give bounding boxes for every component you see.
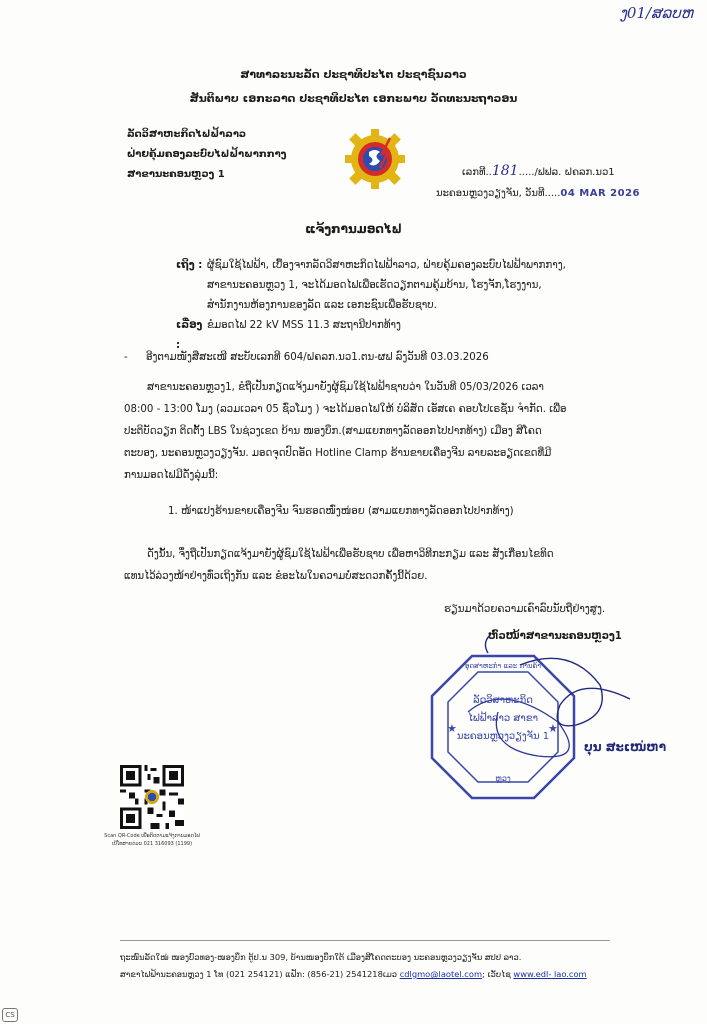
recipient-label: ເຖິງ :	[176, 260, 203, 271]
handwritten-reference: ງ01/ສລບຫ	[619, 4, 693, 22]
handwritten-signature	[480, 625, 680, 745]
header-line-2: ສັນຕິພາບ ເອກະລາດ ປະຊາທິປະໄຕ ເອກະພາບ ວັດທະນະຖາວອນ	[189, 92, 518, 105]
org-line-3: ສາຂານະຄອນຫຼວງ 1	[127, 169, 225, 180]
qr-caption-line-1: Scan QR-Code ເພື່ອຕິດຕາມແຈ້ງການມອດໄຟ	[104, 833, 200, 839]
body-line-2: 08:00 - 13:00 ໂມງ (ລວມເວລາ 05 ຊົ່ວໂມງ ) ຈະໄດ້ມອດໄຟໃຫ້ ບໍລິສັດ ເອັສເຄ ຄອບໂປເຣຊັ່ນ ຈໍາກັດ. ເພື່ອ	[124, 404, 567, 415]
org-line-2: ຝ່າຍຄຸ້ມຄອງລະບົບໄຟຟ້າພາກກາງ	[127, 149, 287, 160]
edl-logo-icon	[344, 128, 406, 190]
footer-email-link[interactable]: cdlgmo@laotel.com	[399, 969, 483, 979]
place-and-date: ນະຄອນຫຼວງວຽງຈັນ, ວັນທີ.....04 MAR 2026	[436, 188, 641, 199]
header-line-1: ສາທາລະນະລັດ ປະຊາທິປະໄຕ ປະຊາຊົນລາວ	[240, 68, 467, 81]
stamp-line-2: ໄຟຟ້າລາວ ສາຂາ	[467, 713, 539, 724]
svg-text:★: ★	[548, 722, 558, 735]
organization-block	[127, 125, 286, 185]
recipient-line-1: ຜູ້ຊົມໃຊ້ໄຟຟ້າ, ເບື້ອງຈາກລັດວິສາຫະກິດໄຟຟ້າລາວ, ຝ່າຍຄຸ້ມຄອງລະບົບໄຟຟ້າພາກກາງ,	[207, 260, 566, 271]
closing-line-2: ແທນໄວ້ລ່ວງໜ້າຢ່າງທົ່ວເຖິງກັນ ແລະ ຂໍອະໄພໃນຄວາມບໍ່ສະດວກຄັ້ງນີ້ດ້ວຍ.	[124, 571, 428, 582]
stamp-line-3: ນະຄອນຫຼວງວຽງຈັນ 1	[456, 731, 550, 742]
signatory-title: ຫົວໜ້າສາຂານະຄອນຫຼວງ1	[488, 631, 622, 642]
subject-text: ຂໍມອດໄຟ 22 kV MSS 11.3 ສະຖານີປາກທ້າງ	[207, 320, 401, 331]
footer-divider	[120, 940, 610, 941]
body-line-4: ຕະບອງ, ນະຄອນຫຼວງວຽງຈັນ. ມອດຈຸດປົດອັດ Hotline Clamp ຮ້ານຂາຍເຄື່ອງຈີນ ລາຍລະອຽດເຂດທີ່ມີ	[124, 448, 552, 459]
outage-area-item: 1. ໜ້າແປງຮ້ານຂາຍເຄື່ອງຈີນ ຈົນຮອດໜົ່ງໜ່ອຍ (ສາມແຍກທາງລັດອອກໄປປາກທ້າງ)	[168, 506, 514, 517]
regards-line: ຮຽນມາດ້ວຍຄວາມເຄົາລົບນັບຖືຢ່າງສູງ.	[444, 604, 606, 615]
stamp-bottom-text: ຫຼວງ	[495, 774, 511, 783]
reference-line: - ອີງຕາມໜັງສືສະເໜີ ສະບັບເລກທີ 604/ຝຄລກ.ນວ1.ຕນ-ຜຟ ລົງວັນທີ 03.03.2026	[124, 352, 489, 363]
document-number: ເລກທີ..181...../ຟຟລ. ຝຄລກ.ນວ1	[462, 163, 615, 179]
closing-line-1: ດັ່ງນັ້ນ, ຈຶ່ງຖືເປັນກຽດແຈ້ງມາຍັງຜູ້ຊົມໃຊ້ໄຟຟ້າເພື່ອຮັບຊາບ ເພື່ອຫາວິທີກະກຽມ ແລະ ສັງເກື່ອນໄຂທິດ	[147, 549, 554, 560]
body-line-5: ການມອດໄຟມີດັ່ງລຸ່ມນີ້:	[124, 470, 219, 481]
org-line-1: ລັດວິສາຫະກິດໄຟຟ້າລາວ	[127, 129, 247, 140]
body-line-3: ປະຕິບັດວຽກ ຕິດຕັ້ງ LBS ໃນຊ່ວງເຂດ ບ້ານ ໜອງບຶກ.(ສາມແຍກທາງລັດອອກໄປປາກທ້າງ) ເມືອງ ສີໂຄດ	[124, 426, 542, 437]
document-title: ແຈ້ງການມອດໄຟ	[305, 222, 402, 236]
footer-contact: ສາຂາໄຟຟ້ານະຄອນຫຼວງ 1 ໂທ (021 254121) ແຟັກ: (856-21) 2541218ເມວ cdlgmo@laotel.com; ເວັບໄຊ www.edl- lao.com	[120, 969, 587, 979]
footer-website-link[interactable]: www.edl- lao.com	[513, 969, 587, 979]
stamp-line-1: ລັດວິສາຫະກິດ	[473, 695, 533, 706]
footer-address: ຖະໜົນລັດໃໝ່ ໜອງບົວທອງ-ໜອງບຶກ ຕູ້ປ.ນ 309, ບ້ານໜອງບຶກໃຕ້ ເມືອງສີໂຄດຕະບອງ ນະຄອນຫຼວງວຽງຈັນ ສປປ ລາວ.	[120, 952, 522, 962]
recipient-block	[176, 256, 566, 356]
stamp-top-text: ອຸດສາຫະກໍາ ແລະ ການຄ້າ	[464, 662, 542, 670]
date-stamp: 04 MAR 2026	[560, 188, 641, 199]
signatory-name: ບຸນ ສະເໜ່ຫາ	[584, 740, 667, 754]
recipient-line-2: ສາຂານະຄອນຫຼວງ 1, ຈະໄດ້ມອດໄຟເພື່ອເຮັດວຽກຕາມຄຸ້ມບ້ານ, ໂຮງຈັກ,ໂຮງງານ,	[207, 280, 542, 291]
svg-text:★: ★	[447, 722, 457, 735]
qr-code[interactable]	[120, 765, 184, 829]
scanner-badge: CS	[2, 1008, 18, 1022]
qr-caption-line-2: ເບີໂທສາຍດ່ວນ 021 316093 (1199)	[111, 841, 193, 847]
body-line-1: ສາຂານະຄອນຫຼວງ1, ຂໍຖືເປັນກຽດແຈ້ງມາຍັງຜູ້ຊົມໃຊ້ໄຟຟ້າຊາບວ່າ ໃນວັນທີ 05/03/2026 ເວລາ	[147, 382, 544, 393]
qr-caption	[102, 832, 202, 848]
recipient-line-3: ສໍານັກງານຫ້ອງການຂອງລັດ ແລະ ເອກະຊົນເພື່ອຮັບຊາບ.	[207, 300, 437, 311]
subject-label: ເລື່ອງ :	[176, 320, 203, 351]
